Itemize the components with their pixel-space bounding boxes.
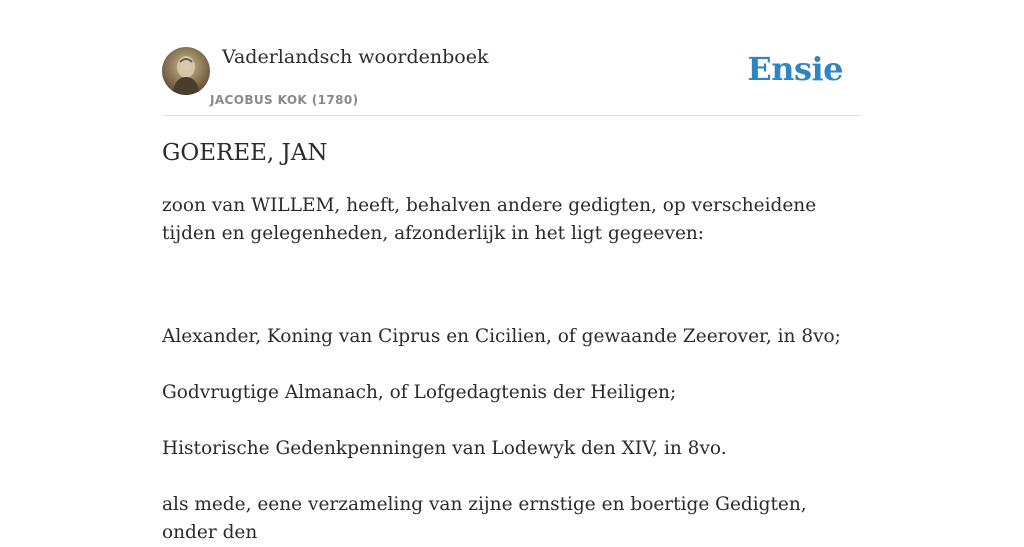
- author-avatar-icon[interactable]: [162, 47, 210, 95]
- paragraph: Alexander, Koning van Ciprus en Cicilien, of gewaande Zeerover, in 8vo;: [162, 326, 841, 347]
- paragraph: Historische Gedenkpenningen van Lodewyk den XIV, in 8vo.: [162, 438, 727, 459]
- entry-body: [162, 192, 862, 547]
- paragraph: als mede, eene verzameling van zijne ernstige en boertige Gedigten, onder den: [162, 494, 807, 543]
- book-title[interactable]: Vaderlandsch woordenboek: [222, 46, 489, 68]
- entry-title: GOEREE, JAN: [162, 140, 328, 166]
- header: [162, 40, 862, 116]
- brand-logo[interactable]: Ensie: [747, 50, 843, 88]
- author-label: JACOBUS KOK (1780): [210, 93, 359, 107]
- paragraph: zoon van WILLEM, heeft, behalven andere gedigten, op verscheidene tijden en gelegenheden, afzonderlijk in het ligt gegeeven:: [162, 195, 817, 244]
- paragraph: Godvrugtige Almanach, of Lofgedagtenis der Heiligen;: [162, 382, 677, 403]
